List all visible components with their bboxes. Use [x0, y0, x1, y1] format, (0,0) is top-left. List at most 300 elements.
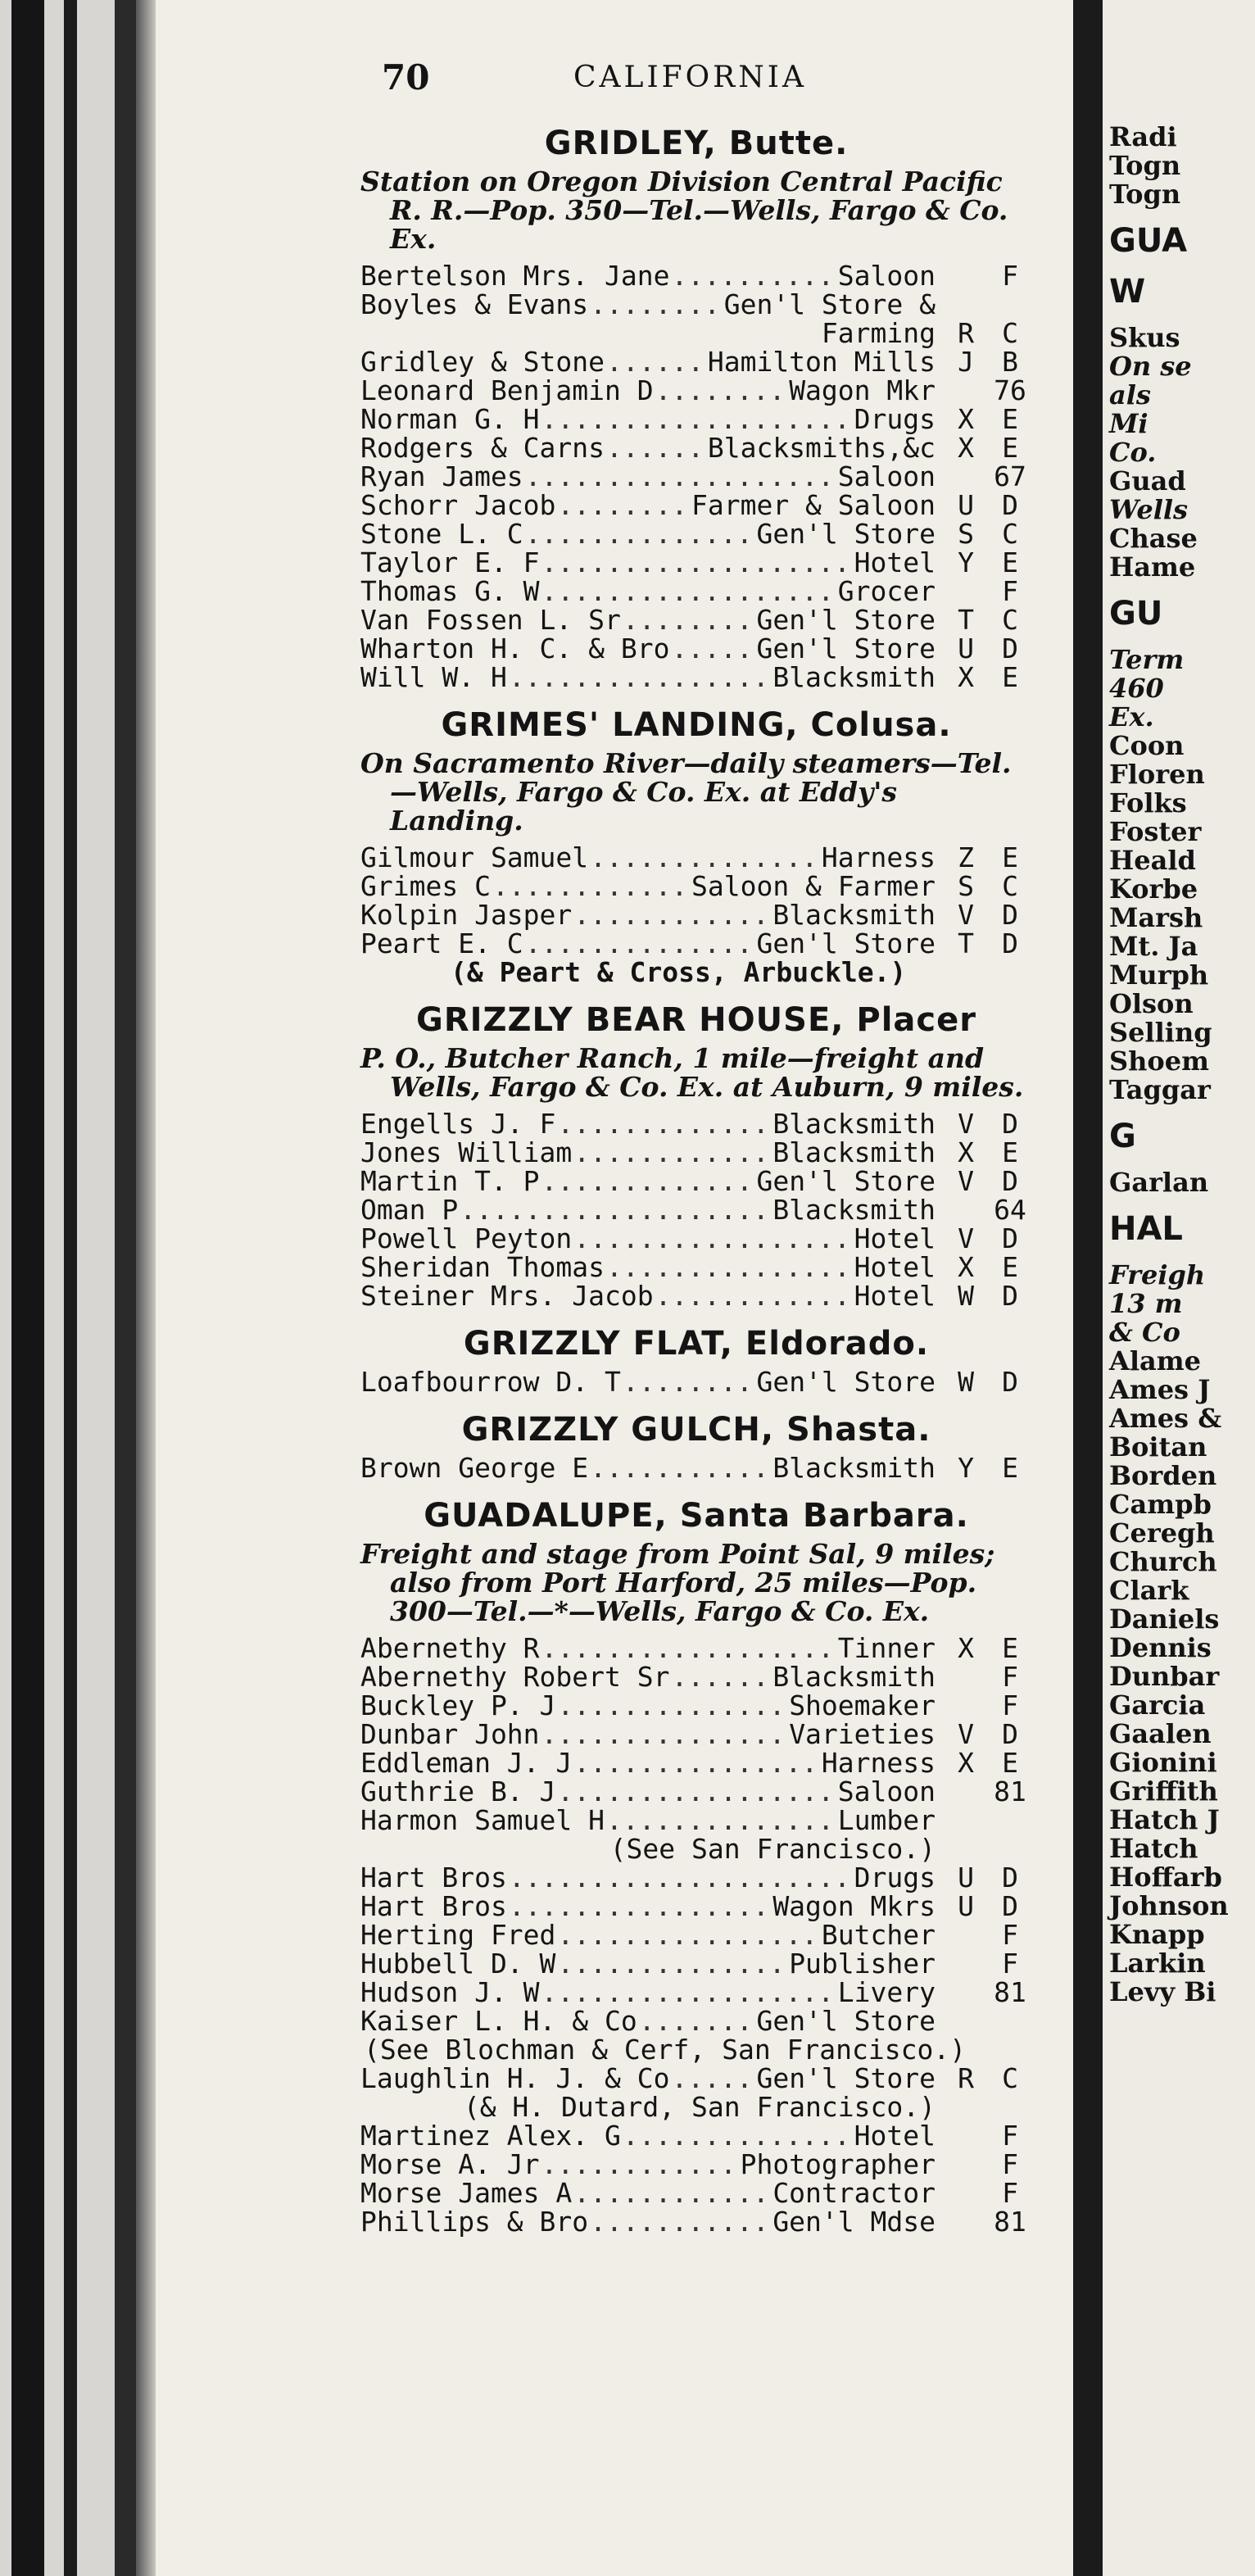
- facing-page-fragment: Dunbar: [1109, 1661, 1220, 1692]
- directory-entry: [360, 2121, 1032, 2150]
- capital-rating: C: [1002, 317, 1018, 349]
- capital-rating: E: [1002, 1452, 1018, 1484]
- capital-rating: F: [1002, 1919, 1018, 1951]
- leader-dots: [623, 2121, 853, 2150]
- entry-occupation: Saloon: [837, 1776, 936, 1807]
- capital-rating: C: [1002, 518, 1018, 550]
- book-gutter: [1073, 0, 1103, 2576]
- leader-dots: [573, 1224, 852, 1253]
- entry-occupation: Gen'l Store: [756, 927, 936, 959]
- credit-rating: U: [958, 1862, 974, 1893]
- entry-name: Hudson J. W: [360, 1976, 540, 2008]
- entry-occupation: Blacksmith: [772, 1452, 936, 1484]
- entry-name: Schorr Jacob: [360, 489, 556, 521]
- capital-rating: E: [1002, 546, 1018, 578]
- directory-entry: [360, 1949, 1032, 1978]
- entry-occupation: (See San Francisco.): [609, 1833, 936, 1865]
- directory-entry: [360, 1806, 1032, 1834]
- credit-rating: R: [958, 317, 974, 349]
- entry-occupation: Gen'l Store: [756, 2005, 936, 2037]
- directory-entry: [360, 1777, 1032, 1806]
- directory-entry: [360, 1691, 1032, 1720]
- entry-occupation: Gen'l Store: [756, 1366, 936, 1398]
- facing-page-fragment: Borden: [1109, 1460, 1217, 1491]
- credit-rating: X: [958, 1251, 974, 1283]
- page-edge-shadow: [136, 0, 156, 2576]
- leader-dots: [541, 1167, 755, 1195]
- facing-page-fragment: Wells: [1109, 494, 1189, 525]
- directory-entry: [360, 605, 1032, 634]
- leader-dots: [590, 2207, 771, 2236]
- entry-name: Laughlin H. J. & Co: [360, 2062, 670, 2094]
- facing-page-fragment: Daniels: [1109, 1603, 1220, 1635]
- running-head: CALIFORNIA: [573, 61, 807, 94]
- directory-entry: [360, 2150, 1032, 2179]
- entry-name: Steiner Mrs. Jacob: [360, 1280, 654, 1312]
- entry-note: (& Peart & Cross, Arbuckle.): [451, 956, 907, 988]
- capital-rating: E: [1002, 1632, 1018, 1664]
- capital-rating: B: [1002, 346, 1018, 378]
- scan-border-bar: [115, 0, 136, 2576]
- entry-occupation: Tinner: [837, 1632, 936, 1664]
- entry-name: Stone L. C: [360, 518, 523, 550]
- directory-entry: [360, 1634, 1032, 1662]
- directory-entry: [360, 1138, 1032, 1167]
- entry-name: Boyles & Evans: [360, 288, 589, 320]
- entry-occupation: Harness: [821, 841, 936, 873]
- town-heading: GRIZZLY BEAR HOUSE, Placer: [416, 1001, 976, 1039]
- directory-entry: [360, 843, 1032, 872]
- entry-name: Eddleman J. J: [360, 1747, 573, 1779]
- facing-page-fragment: 460: [1109, 673, 1164, 704]
- facing-page-fragment: Campb: [1109, 1489, 1212, 1520]
- facing-page-fragment: Griffith: [1109, 1776, 1218, 1807]
- facing-page-fragment: Selling: [1109, 1017, 1212, 1048]
- leader-dots: [525, 462, 836, 491]
- entry-occupation: Blacksmith: [772, 1194, 936, 1226]
- facing-page-fragment: Dennis: [1109, 1632, 1212, 1663]
- entry-name: Will W. H: [360, 661, 507, 693]
- capital-rating: F: [1002, 260, 1018, 292]
- entry-name: Martinez Alex. G: [360, 2120, 621, 2152]
- town-description: On Sacramento River—daily steamers—Tel.—Wells, Fargo & Co. Ex. at Eddy's Landing.: [360, 747, 1012, 837]
- leader-dots: [541, 1978, 836, 2007]
- town-section: [360, 706, 1032, 986]
- entry-occupation: Saloon & Farmer: [691, 870, 936, 902]
- entry-occupation: (See Blochman & Cerf, San Francisco.): [364, 2034, 967, 2066]
- leader-dots: [541, 2150, 739, 2179]
- capital-rating: 64: [994, 1194, 1026, 1226]
- leader-dots: [573, 900, 771, 929]
- entry-occupation: Wagon Mkrs: [772, 1890, 936, 1922]
- entry-occupation: Varieties: [789, 1718, 936, 1750]
- facing-page-fragment: Johnson: [1109, 1890, 1229, 1921]
- entry-occupation: Drugs: [854, 1862, 936, 1893]
- facing-page-fragment: Mt. Ja: [1109, 931, 1198, 962]
- credit-rating: S: [958, 870, 974, 902]
- facing-page-fragment: Folks: [1109, 787, 1187, 819]
- entry-name: Taylor E. F: [360, 546, 540, 578]
- entry-occupation: Harness: [821, 1747, 936, 1779]
- entry-occupation: Shoemaker: [789, 1689, 936, 1721]
- leader-dots: [541, 577, 836, 605]
- credit-rating: S: [958, 518, 974, 550]
- capital-rating: 81: [994, 2206, 1026, 2238]
- directory-entry: [360, 1978, 1032, 2007]
- directory-entry: [360, 261, 1032, 290]
- directory-entry: [360, 1167, 1032, 1195]
- facing-page-fragment: Mi: [1109, 408, 1149, 439]
- capital-rating: 81: [994, 1776, 1026, 1807]
- directory-entry: [360, 929, 1032, 958]
- credit-rating: Y: [958, 546, 974, 578]
- facing-page-fragment: Marsh: [1109, 902, 1203, 933]
- facing-page-fragment: Freigh: [1109, 1259, 1206, 1290]
- credit-rating: X: [958, 432, 974, 464]
- credit-rating: R: [958, 2062, 974, 2094]
- capital-rating: D: [1002, 489, 1018, 521]
- leader-dots: [623, 1367, 755, 1396]
- directory-column: [360, 57, 1032, 2236]
- facing-page-fragment: Ex.: [1109, 701, 1154, 732]
- directory-entry: [360, 2093, 1032, 2121]
- directory-entry: [360, 1720, 1032, 1748]
- leader-dots: [590, 290, 723, 319]
- leader-dots: [655, 1281, 853, 1310]
- leader-dots: [541, 1720, 788, 1748]
- facing-page-fragment: On se: [1109, 351, 1192, 382]
- entry-name: Gridley & Stone: [360, 346, 605, 378]
- leader-dots: [557, 491, 690, 519]
- leader-dots: [525, 929, 755, 958]
- facing-page-fragment: Garcia: [1109, 1689, 1206, 1721]
- entry-occupation: Gen'l Store: [756, 1165, 936, 1197]
- directory-entry: [360, 347, 1032, 376]
- directory-entry: [360, 2207, 1032, 2236]
- entry-occupation: (& H. Dutard, San Francisco.): [463, 2091, 936, 2123]
- facing-page-fragment: W: [1109, 273, 1146, 311]
- entry-name: Loafbourrow D. T: [360, 1366, 621, 1398]
- capital-rating: F: [1002, 2120, 1018, 2152]
- entry-occupation: Blacksmith: [772, 1661, 936, 1693]
- directory-entry: [360, 2007, 1032, 2035]
- entry-occupation: Grocer: [837, 575, 936, 607]
- facing-page-fragment: Togn: [1109, 179, 1181, 210]
- directory-entry: [360, 1863, 1032, 1892]
- entry-name: Morse James A: [360, 2177, 573, 2209]
- directory-entry: [360, 634, 1032, 663]
- leader-dots: [573, 2179, 771, 2207]
- facing-page-fragment: Guad: [1109, 465, 1186, 497]
- entry-name: Abernethy Robert Sr: [360, 1661, 670, 1693]
- facing-page-fragment: Hatch J: [1109, 1804, 1220, 1835]
- credit-rating: V: [958, 1165, 974, 1197]
- directory-entry: [360, 1109, 1032, 1138]
- entry-name: Kaiser L. H. & Co: [360, 2005, 637, 2037]
- entry-name: Buckley P. J: [360, 1689, 556, 1721]
- leader-dots: [590, 843, 820, 872]
- leader-dots: [606, 1806, 836, 1834]
- town-section: [360, 1497, 1032, 2236]
- entry-occupation: Farmer & Saloon: [691, 489, 936, 521]
- capital-rating: F: [1002, 2177, 1018, 2209]
- town-heading: GUADALUPE, Santa Barbara.: [424, 1497, 969, 1535]
- facing-page-fragment: Floren: [1109, 759, 1205, 790]
- facing-page-fragment: Murph: [1109, 959, 1209, 991]
- entry-occupation: Publisher: [789, 1948, 936, 1980]
- facing-page-fragment: Skus: [1109, 322, 1180, 353]
- facing-page-text: [1109, 123, 1229, 2007]
- entry-name: Guthrie B. J: [360, 1776, 556, 1807]
- leader-dots: [509, 1863, 853, 1892]
- entry-name: Morse A. Jr: [360, 2148, 540, 2180]
- town-section: [360, 1325, 1032, 1396]
- entry-occupation: Livery: [837, 1976, 936, 2008]
- facing-page-fragment: Levy Bi: [1109, 1976, 1216, 2007]
- entry-name: Gilmour Samuel: [360, 841, 589, 873]
- leader-dots: [509, 1892, 772, 1921]
- capital-rating: 67: [994, 460, 1026, 492]
- entry-occupation: Saloon: [837, 260, 936, 292]
- entry-occupation: Hotel: [854, 2120, 936, 2152]
- directory-entry: [360, 1748, 1032, 1777]
- facing-page-fragment: Garlan: [1109, 1167, 1209, 1198]
- scan-border-bar: [64, 0, 77, 2576]
- facing-page-fragment: Shoem: [1109, 1045, 1209, 1077]
- facing-page-fragment: Gionini: [1109, 1747, 1217, 1778]
- leader-dots: [606, 433, 706, 462]
- capital-rating: F: [1002, 1661, 1018, 1693]
- entry-name: Abernethy R: [360, 1632, 540, 1664]
- facing-page-fragment: Gaalen: [1109, 1718, 1212, 1749]
- leader-dots: [573, 1748, 820, 1777]
- facing-page-fragment: Larkin: [1109, 1948, 1206, 1979]
- facing-page-fragment: 13 m: [1109, 1288, 1183, 1319]
- entry-name: Leonard Benjamin D: [360, 374, 654, 406]
- directory-entry: [360, 577, 1032, 605]
- entry-name: Powell Peyton: [360, 1222, 573, 1254]
- credit-rating: X: [958, 1747, 974, 1779]
- entry-name: Oman P: [360, 1194, 459, 1226]
- capital-rating: C: [1002, 2062, 1018, 2094]
- facing-page-fragment: HAL: [1109, 1210, 1183, 1248]
- leader-dots: [492, 872, 690, 900]
- directory-entry: [360, 1662, 1032, 1691]
- facing-page-fragment: Term: [1109, 644, 1185, 675]
- capital-rating: E: [1002, 432, 1018, 464]
- directory-entry: [360, 2064, 1032, 2093]
- facing-page: [1103, 0, 1255, 2576]
- directory-entry: [360, 1892, 1032, 1921]
- entry-occupation: Gen'l Store: [756, 2062, 936, 2094]
- leader-dots: [557, 1949, 787, 1978]
- credit-rating: V: [958, 899, 974, 931]
- entry-name: Martin T. P: [360, 1165, 540, 1197]
- facing-page-fragment: Boitan: [1109, 1431, 1207, 1463]
- entry-name: Kolpin Jasper: [360, 899, 573, 931]
- entry-occupation: Gen'l Mdse: [772, 2206, 936, 2238]
- facing-page-fragment: Olson: [1109, 988, 1194, 1019]
- entry-name: Peart E. C: [360, 927, 523, 959]
- facing-page-fragment: Foster: [1109, 816, 1202, 847]
- directory-entry: [360, 1281, 1032, 1310]
- entry-occupation: Gen'l Store: [756, 604, 936, 636]
- entry-name: Jones William: [360, 1136, 573, 1168]
- entry-name: Phillips & Bro: [360, 2206, 589, 2238]
- entry-name: Hart Bros: [360, 1862, 507, 1893]
- facing-page-fragment: Ceregh: [1109, 1517, 1215, 1549]
- capital-rating: D: [1002, 1108, 1018, 1140]
- facing-page-fragment: Ames &: [1109, 1403, 1222, 1434]
- leader-dots: [557, 1109, 771, 1138]
- directory-entry: [360, 872, 1032, 900]
- directory-entry: [360, 1253, 1032, 1281]
- entry-occupation: Contractor: [772, 2177, 936, 2209]
- capital-rating: F: [1002, 2148, 1018, 2180]
- capital-rating: D: [1002, 1165, 1018, 1197]
- entry-occupation: Hotel: [854, 546, 936, 578]
- entry-occupation: Lumber: [837, 1804, 936, 1836]
- credit-rating: X: [958, 661, 974, 693]
- entry-occupation: Wagon Mkr: [789, 374, 936, 406]
- facing-page-fragment: GU: [1109, 595, 1163, 633]
- town-heading: GRIZZLY FLAT, Eldorado.: [463, 1325, 930, 1363]
- entry-occupation: Farming: [821, 317, 936, 349]
- leader-dots: [557, 1921, 820, 1949]
- credit-rating: U: [958, 489, 974, 521]
- directory-entry: [360, 376, 1032, 405]
- credit-rating: W: [958, 1280, 974, 1312]
- directory-entry: [360, 663, 1032, 692]
- directory-entry: [360, 1834, 1032, 1863]
- leader-dots: [655, 376, 788, 405]
- directory-entry: [360, 1921, 1032, 1949]
- entry-name: Ryan James: [360, 460, 523, 492]
- capital-rating: F: [1002, 575, 1018, 607]
- directory-entry: [360, 900, 1032, 929]
- entry-name: Sheridan Thomas: [360, 1251, 605, 1283]
- capital-rating: C: [1002, 870, 1018, 902]
- town-heading: GRIDLEY, Butte.: [544, 125, 849, 162]
- capital-rating: D: [1002, 1366, 1018, 1398]
- leader-dots: [557, 1691, 787, 1720]
- leader-dots: [606, 1253, 853, 1281]
- capital-rating: E: [1002, 1136, 1018, 1168]
- credit-rating: V: [958, 1108, 974, 1140]
- entry-name: Hubbell D. W: [360, 1948, 556, 1980]
- town-sections: [360, 125, 1032, 2236]
- entry-occupation: Butcher: [821, 1919, 936, 1951]
- directory-entry: [360, 290, 1032, 319]
- credit-rating: Z: [958, 841, 974, 873]
- facing-page-fragment: Ames J: [1109, 1374, 1211, 1405]
- capital-rating: D: [1002, 1890, 1018, 1922]
- facing-page-fragment: Korbe: [1109, 873, 1198, 905]
- leader-dots: [525, 519, 755, 548]
- entry-occupation: Blacksmith: [772, 899, 936, 931]
- facing-page-fragment: Clark: [1109, 1575, 1189, 1606]
- facing-page-fragment: Coon: [1109, 730, 1185, 761]
- leader-dots: [672, 261, 836, 290]
- capital-rating: E: [1002, 661, 1018, 693]
- credit-rating: J: [958, 346, 974, 378]
- leader-dots: [541, 548, 853, 577]
- capital-rating: 76: [994, 374, 1026, 406]
- capital-rating: E: [1002, 1747, 1018, 1779]
- capital-rating: E: [1002, 841, 1018, 873]
- entry-name: Wharton H. C. & Bro: [360, 633, 670, 664]
- directory-entry: [360, 2179, 1032, 2207]
- capital-rating: D: [1002, 899, 1018, 931]
- capital-rating: F: [1002, 1948, 1018, 1980]
- entry-occupation: Blacksmith: [772, 661, 936, 693]
- directory-entry: [360, 2035, 1032, 2064]
- credit-rating: T: [958, 927, 974, 959]
- credit-rating: X: [958, 1632, 974, 1664]
- entry-occupation: Hotel: [854, 1222, 936, 1254]
- leader-dots: [460, 1195, 771, 1224]
- credit-rating: Y: [958, 1452, 974, 1484]
- entry-occupation: Drugs: [854, 403, 936, 435]
- facing-page-fragment: Heald: [1109, 845, 1196, 876]
- facing-page-fragment: Hame: [1109, 551, 1196, 583]
- leader-dots: [672, 1662, 772, 1691]
- credit-rating: X: [958, 403, 974, 435]
- directory-entry: [360, 1224, 1032, 1253]
- entry-occupation: Hotel: [854, 1280, 936, 1312]
- capital-rating: C: [1002, 604, 1018, 636]
- leader-dots: [509, 663, 772, 692]
- facing-page-fragment: Alame: [1109, 1345, 1201, 1376]
- scan-border-bar: [11, 0, 44, 2576]
- page-number: 70: [382, 57, 430, 98]
- entry-occupation: Saloon: [837, 460, 936, 492]
- directory-entry: [360, 1195, 1032, 1224]
- directory-entry: [360, 1454, 1032, 1482]
- town-description: P. O., Butcher Ranch, 1 mile—freight and Wells, Fargo & Co. Ex. at Auburn, 9 miles.: [360, 1042, 1024, 1103]
- entry-name: Bertelson Mrs. Jane: [360, 260, 670, 292]
- facing-page-fragment: Togn: [1109, 150, 1181, 181]
- town-description: Station on Oregon Division Central Pacific R. R.—Pop. 350—Tel.—Wells, Fargo & Co. Ex.: [360, 166, 1008, 255]
- leader-dots: [639, 2007, 755, 2035]
- town-section: [360, 1411, 1032, 1482]
- capital-rating: D: [1002, 1222, 1018, 1254]
- town-section: [360, 1001, 1032, 1310]
- leader-dots: [590, 1454, 771, 1482]
- capital-rating: D: [1002, 1718, 1018, 1750]
- facing-page-fragment: Chase: [1109, 523, 1198, 554]
- leader-dots: [573, 1138, 771, 1167]
- entry-name: Hart Bros: [360, 1890, 507, 1922]
- credit-rating: V: [958, 1222, 974, 1254]
- capital-rating: 81: [994, 1976, 1026, 2008]
- entry-occupation: Photographer: [740, 2148, 936, 2180]
- directory-entry: [360, 519, 1032, 548]
- town-description: Freight and stage from Point Sal, 9 miles; also from Port Harford, 25 miles—Pop. 300—Tel.—*—Wells, Fargo & Co. Ex.: [360, 1538, 995, 1627]
- directory-entry: [360, 491, 1032, 519]
- facing-page-fragment: Taggar: [1109, 1074, 1211, 1105]
- leader-dots: [672, 2064, 755, 2093]
- entry-occupation: Blacksmith: [772, 1108, 936, 1140]
- credit-rating: U: [958, 633, 974, 664]
- entry-name: Harmon Samuel H: [360, 1804, 605, 1836]
- entry-occupation: Gen'l Store: [756, 633, 936, 664]
- entry-name: Rodgers & Carns: [360, 432, 605, 464]
- entry-name: Van Fossen L. Sr: [360, 604, 621, 636]
- facing-page-fragment: GUA: [1109, 222, 1188, 260]
- facing-page-fragment: Hoffarb: [1109, 1862, 1222, 1893]
- entry-occupation: Hamilton Mills: [707, 346, 936, 378]
